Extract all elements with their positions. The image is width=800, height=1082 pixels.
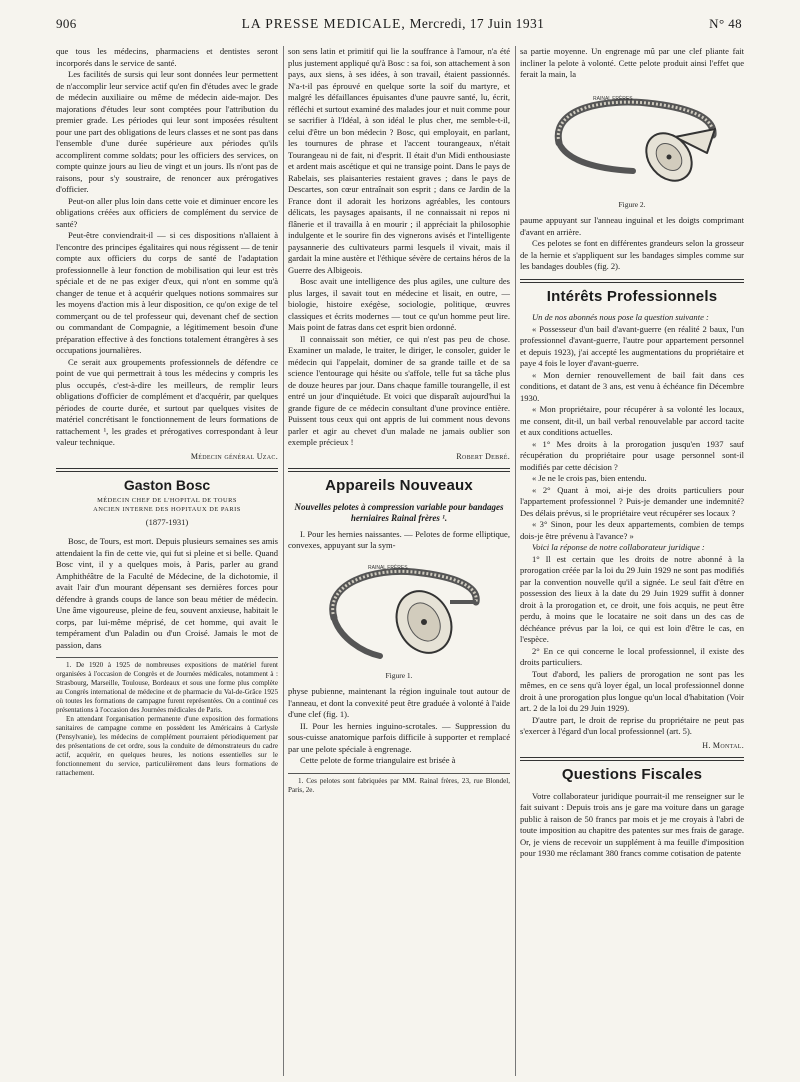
figure-caption: Figure 1.	[385, 670, 413, 680]
column-3	[520, 46, 744, 1076]
answer-paragraph: 1° Il est certain que les droits de notre abonné à la prorogation créée par la loi du 29 Juin 1929 ne sont pas modifiés par la convention nouvelle qu'il a signée. Le seul fait d'être en possession des lieux à la date du 29 Juin 1929 suffit à donner droit à la prorogation et, ce droit, une fois acquis, ne peut être perdu, à moins que le locataire ne soit dans un des cas de déchéance prévus par la loi, ce qui est loin d'être le cas, en l'espèce.	[520, 553, 744, 644]
question-paragraph: « Je ne le crois pas, bien entendu.	[532, 473, 647, 483]
article-signature: H. Montal.	[702, 740, 744, 750]
column-1	[56, 46, 278, 1076]
paragraph: Il connaissait son métier, ce qui n'est pas peu de chose. Examiner un malade, le traiter, le diriger, le consoler, guider le médecin qui l'appelait, dominer de sa grande taille et de sa science l'entourage qui hésite ou s'affole, telle fut sa tâche plus de douze heures par jour. Dans chaque famille tourangelle, il est entré un jour d'inquiétude. Et voici que disparaît aujourd'hui la grande figure de ce médecin consultant d'une province entière. Puissent tous ceux qui ont appris de lui comment nous devons parler et agir au chevet d'un malade ne jamais oublier son exemple précieux !	[288, 333, 510, 447]
obituary-years: (1877-1931)	[145, 516, 189, 527]
section-divider	[288, 468, 510, 472]
page-number: 906	[56, 16, 77, 31]
truss-illustration-1	[304, 558, 494, 668]
paragraph: son sens latin et primitif qui lie la souffrance à l'amour, n'a été plus justement appliqué qu'à Bosc : sa foi, son attachement à son pays, aux siens, à ses idées, à son travail, étaient passionnés. N'a-t-il pas éprouvé en quelque sorte la soif du martyre, et malgré les défaillances épuisantes d'une pauvre santé, lu, écrit, réfléchi et surtout examiné des malades jour et nuit comme pour se sacrifier à l'Idéal, à son idéal le plus cher, me semble-t-il, celui d'être un bon médecin ? Bosc, qui employait, en parlant, les tournures de phrase et l'accent tourangeaux, n'était Tourangeau ni de fait, ni d'esprit. Il était d'un Midi enthousiaste et ardent mais ascétique et qui ne transige point. Dans le pays de Rabelais, ses plaisanteries restaient graves ; dans le pays de Descartes, son cœur entraînait son esprit ; dans ce Jardin de la France dont il adorait les horizons agréables, les contours délicats, les paysages apaisants, il ne connaissait ni repos ni flânerie et il travailla à en mourir ; il appréciait la philosophie indulgente et le sourire fin des vignerons avisés et l'intelligente paysannerie des cultivateurs parmi lesquels il vivait, mais il gardait la mine austère et l'éthique sévère de certains héros de la Guerre des Albigeois.	[288, 46, 510, 275]
paragraph: Ces pelotes se font en différentes grandeurs selon la grosseur de la hernie et s'appliquent sur les bandages simples comme sur les bandages doubles (fig. 2).	[520, 238, 744, 271]
paragraph: paume appuyant sur l'anneau inguinal et les doigts comprimant d'avant en arrière.	[520, 215, 744, 237]
page-header	[56, 16, 742, 40]
section-divider	[520, 757, 744, 761]
figure-2	[520, 87, 744, 211]
paragraph: que tous les médecins, pharmaciens et dentistes seront incorporés dans le service de santé.	[56, 46, 278, 68]
column-divider	[515, 46, 516, 1076]
article-signature: Robert Debré.	[456, 451, 510, 461]
column-divider	[283, 46, 284, 1076]
truss-maker-label: RAINAL FRÈRES	[593, 95, 633, 102]
paragraph: Les facilités de sursis qui leur sont données leur permettent de n'accomplir leur service actif qu'en fin d'études avec le grade de médecin auxiliaire ou même de médecin aide-major. Des majorations d'études leur sont comptées pour l'attribution du premier grade. Les périodes qui leur sont imposées résultent pour une part des obligations de leurs classes et ne sont pas dans l'ensemble d'une durée supérieure aux périodes qu'ils accomplirent comme soldats; pour les officiers des services, on compte quinze jours au lieu de vingt et un jours. Ils n'ont pas de raisons, pour s'y soustraire, de renoncer aux prérogatives d'officier.	[56, 69, 278, 194]
figure-1	[288, 558, 510, 682]
paragraph: Bosc avait une intelligence des plus agiles, une culture des plus larges, il savait tout en médecine et lisait, en outre, — biologie, histoire exégèse, sociologie, politique, œuvres classiques et écrits modernes — tout ce qu'un homme peut lire. Mais point de fatras dans cet esprit bien ordonné.	[288, 276, 510, 332]
paragraph: sa partie moyenne. Un engrenage mû par une clef pliante fait incliner la pelote à volonté. Cette pelote produit ainsi l'effet que ferait la main, la	[520, 46, 744, 79]
paragraph: Peut-on aller plus loin dans cette voie et diminuer encore les obligations créées aux officiers de complément du service de santé?	[56, 195, 278, 229]
issue-date: Mercredi, 17 Juin 1931	[409, 16, 545, 31]
question-paragraph: « 2° Quant à moi, ai-je des droits particuliers pour l'appartement professionnel ? Puis-je demander une indemnité? Des délais prévus, si le propriétaire veut récupérer ses locaux ?	[520, 484, 744, 518]
running-title	[77, 16, 709, 32]
section-title: Appareils Nouveaux	[325, 477, 473, 494]
section-title: Intérêts Professionnels	[546, 287, 718, 305]
answer-intro: Voici la réponse de notre collaborateur juridique :	[532, 542, 705, 552]
footnotes	[288, 773, 510, 795]
article-subheading: Nouvelles pelotes à compression variable pour bandages herniaires Rainal frères ¹.	[294, 501, 504, 523]
footnote: En attendant l'organisation permanente d'une exposition des formations sanitaires de campagne comme en possèdent les Américains à Carlysle (Pensylvanie), les médecins de complément pourraient périodiquement par des présentations de cet ordre, sous la conduite de démonstrateurs du cadre actif, acquérir, en quelques heures, les notions essentielles sur le fonctionnement du service, particulièrement dans leurs formations de rattachement.	[56, 715, 278, 777]
obituary-subtitle: MÉDECIN CHEF DE L'HOPITAL DE TOURS	[97, 496, 237, 504]
answer-paragraph: D'autre part, le droit de reprise du propriétaire ne peut pas s'exercer à l'égard d'un local professionnel (art. 5).	[520, 714, 744, 736]
paragraph: Peut-être conviendrait-il — si ces dispositions n'allaient à l'encontre des principes égalitaires qui nous régissent — de tenir compte aux officiers du corps de santé de l'adaptation professionnelle à leur fonction de mobilisation qui leur est très spéciale et de ne pas exiger d'eux, qui n'ont en somme qu'à changer de tenue et à acquérir quelques notions sommaires sur les moyens d'action mis à leur disposition, ce qu'on exige de tel commerçant ou de tel professeur qui, devenant chef de section ou commandant de Compagnie, a légitimement besoin d'une préparation effective à des fonctions totalement étrangères à ses occupations journalières.	[56, 230, 278, 355]
paragraph: physe pubienne, maintenant la région inguinale tout autour de l'anneau, et dont la convexité peut être graduée à volonté à l'aide d'une clef (fig. 1).	[288, 686, 510, 719]
figure-caption: Figure 2.	[618, 199, 646, 209]
obituary-subtitle: ANCIEN INTERNE DES HOPITAUX DE PARIS	[93, 505, 241, 513]
obituary-title: Gaston Bosc	[123, 477, 211, 493]
paragraph: Cette pelote de forme triangulaire est brisée à	[300, 755, 456, 765]
question-paragraph: « Mon propriétaire, pour récupérer à sa volonté les locaux, me consent, dit-il, un bail verbal renouvelable par accord tacite et aux conditions actuelles.	[520, 404, 744, 437]
question-intro: Un de nos abonnés nous pose la question suivante :	[532, 312, 709, 322]
section-divider	[520, 279, 744, 283]
question-paragraph: « Possesseur d'un bail d'avant-guerre (en réalité 2 baux, l'un professionnel d'avant-guerre, l'autre pour appartement personnel et depuis 1923), j'ai accepté les augmentations du propriétaire et paye 4 fois le loyer d'avant-guerre.	[520, 323, 744, 368]
article-signature: Médecin général Uzac.	[190, 451, 278, 461]
truss-maker-label: RAINAL FRÈRES	[368, 564, 408, 571]
footnotes	[56, 657, 278, 778]
footnote: 1. De 1920 à 1925 de nombreuses expositions de matériel furent organisées à l'occasion de Congrès et de Journées médicales, notamment à : Strasbourg, Marseille, Toulouse, Bordeaux et sous une forme plus complète au Congrès international de médecine et de pharmacie du Val-de-Grâce 1925 où toutes les formations de campagne furent représentées. On a continué ces présentations à l'occasion des Journées médicales de Paris.	[56, 661, 278, 714]
question-paragraph: « 3° Sinon, pour les deux appartements, combien de temps dois-je être prévenu à l'avance? »	[520, 519, 744, 541]
paragraph: Ce serait aux groupements professionnels de défendre ce point de vue qui permettrait à tous les médecins y compris les plus occupés, c'est-à-dire les meilleurs, de remplir leurs obligations d'officier de complément et d'acquérir, par quelques périodes de courte durée, et surtout par quelques visites de matériel concrétisant le fonctionnement de leurs formations de rattachement ¹, les grades et prérogatives correspondant à leur valeur technique.	[56, 356, 278, 447]
section-title: Questions Fiscales	[561, 766, 703, 783]
paragraph: I. Pour les hernies naissantes. — Pelotes de forme elliptique, convexes, appuyant sur la sym-	[288, 528, 510, 550]
section-divider	[56, 468, 278, 472]
answer-paragraph: Tout d'abord, les paliers de prorogation ne sont pas les mêmes, en ce sens qu'à loyer égal, un local professionnel donne droit à une prorogation plus longue qu'un local d'habitation (Voir art. 2 de la loi du 29 Juin 1929).	[520, 668, 744, 713]
paragraph: Bosc, de Tours, est mort. Depuis plusieurs semaines ses amis attendaient la fin de cette vie, qui fut si pleine et si belle. Quand Bosc vint, il y a quelques mois, à Paris, parler au grand Amphithéâtre de la Faculté de Médecine, de la dichotomie, il avait l'air d'un mourant dépensant ses dernières forces pour défendre à grands coups de lance son beau métier de médecin. Une âme vigoureuse, pleine de feu, souvent anxieuse, habitait le corps, par lui-même méprisé, de cet homme, qui avait le tempérament d'un Paladin ou d'un Croisé. Jamais le mot de passion, dans	[56, 536, 278, 650]
truss-illustration-2	[537, 87, 727, 197]
paragraph: II. Pour les hernies inguino-scrotales. — Suppression du sous-cuisse anatomique parfois difficile à supporter et remplacé par une pelote spéciale à engrenage.	[288, 720, 510, 754]
paragraph: Votre collaborateur juridique pourrait-il me renseigner sur le fait suivant : Depuis trois ans je gare ma voiture dans un garage public à raison de 50 francs par mois et je me croyais à l'abri de toute imposition au chapitre des patentes sur mes frais de garage. Or, je viens de recevoir un supplément à ma feuille d'imposition pour 1930 me réclamant 380 francs comme cotisation de patente	[520, 790, 744, 858]
question-paragraph: « Mon dernier renouvellement de bail fait dans ces conditions, et datant de 3 ans, est venu à échéance fin Décembre 1930.	[520, 369, 744, 403]
column-2	[288, 46, 510, 1076]
footnote: 1. Ces pelotes sont fabriquées par MM. Rainal frères, 23, rue Blondel, Paris, 2e.	[288, 776, 510, 794]
journal-name: LA PRESSE MEDICALE,	[241, 16, 406, 31]
issue-number: N° 48	[709, 16, 742, 31]
question-paragraph: « 1° Mes droits à la prorogation jusqu'en 1937 sauf récupération du propriétaire pour usage personnel sont-il modifiés par cette décision ?	[520, 438, 744, 472]
answer-paragraph: 2° En ce qui concerne le local professionnel, il existe des droits particuliers.	[520, 645, 744, 667]
